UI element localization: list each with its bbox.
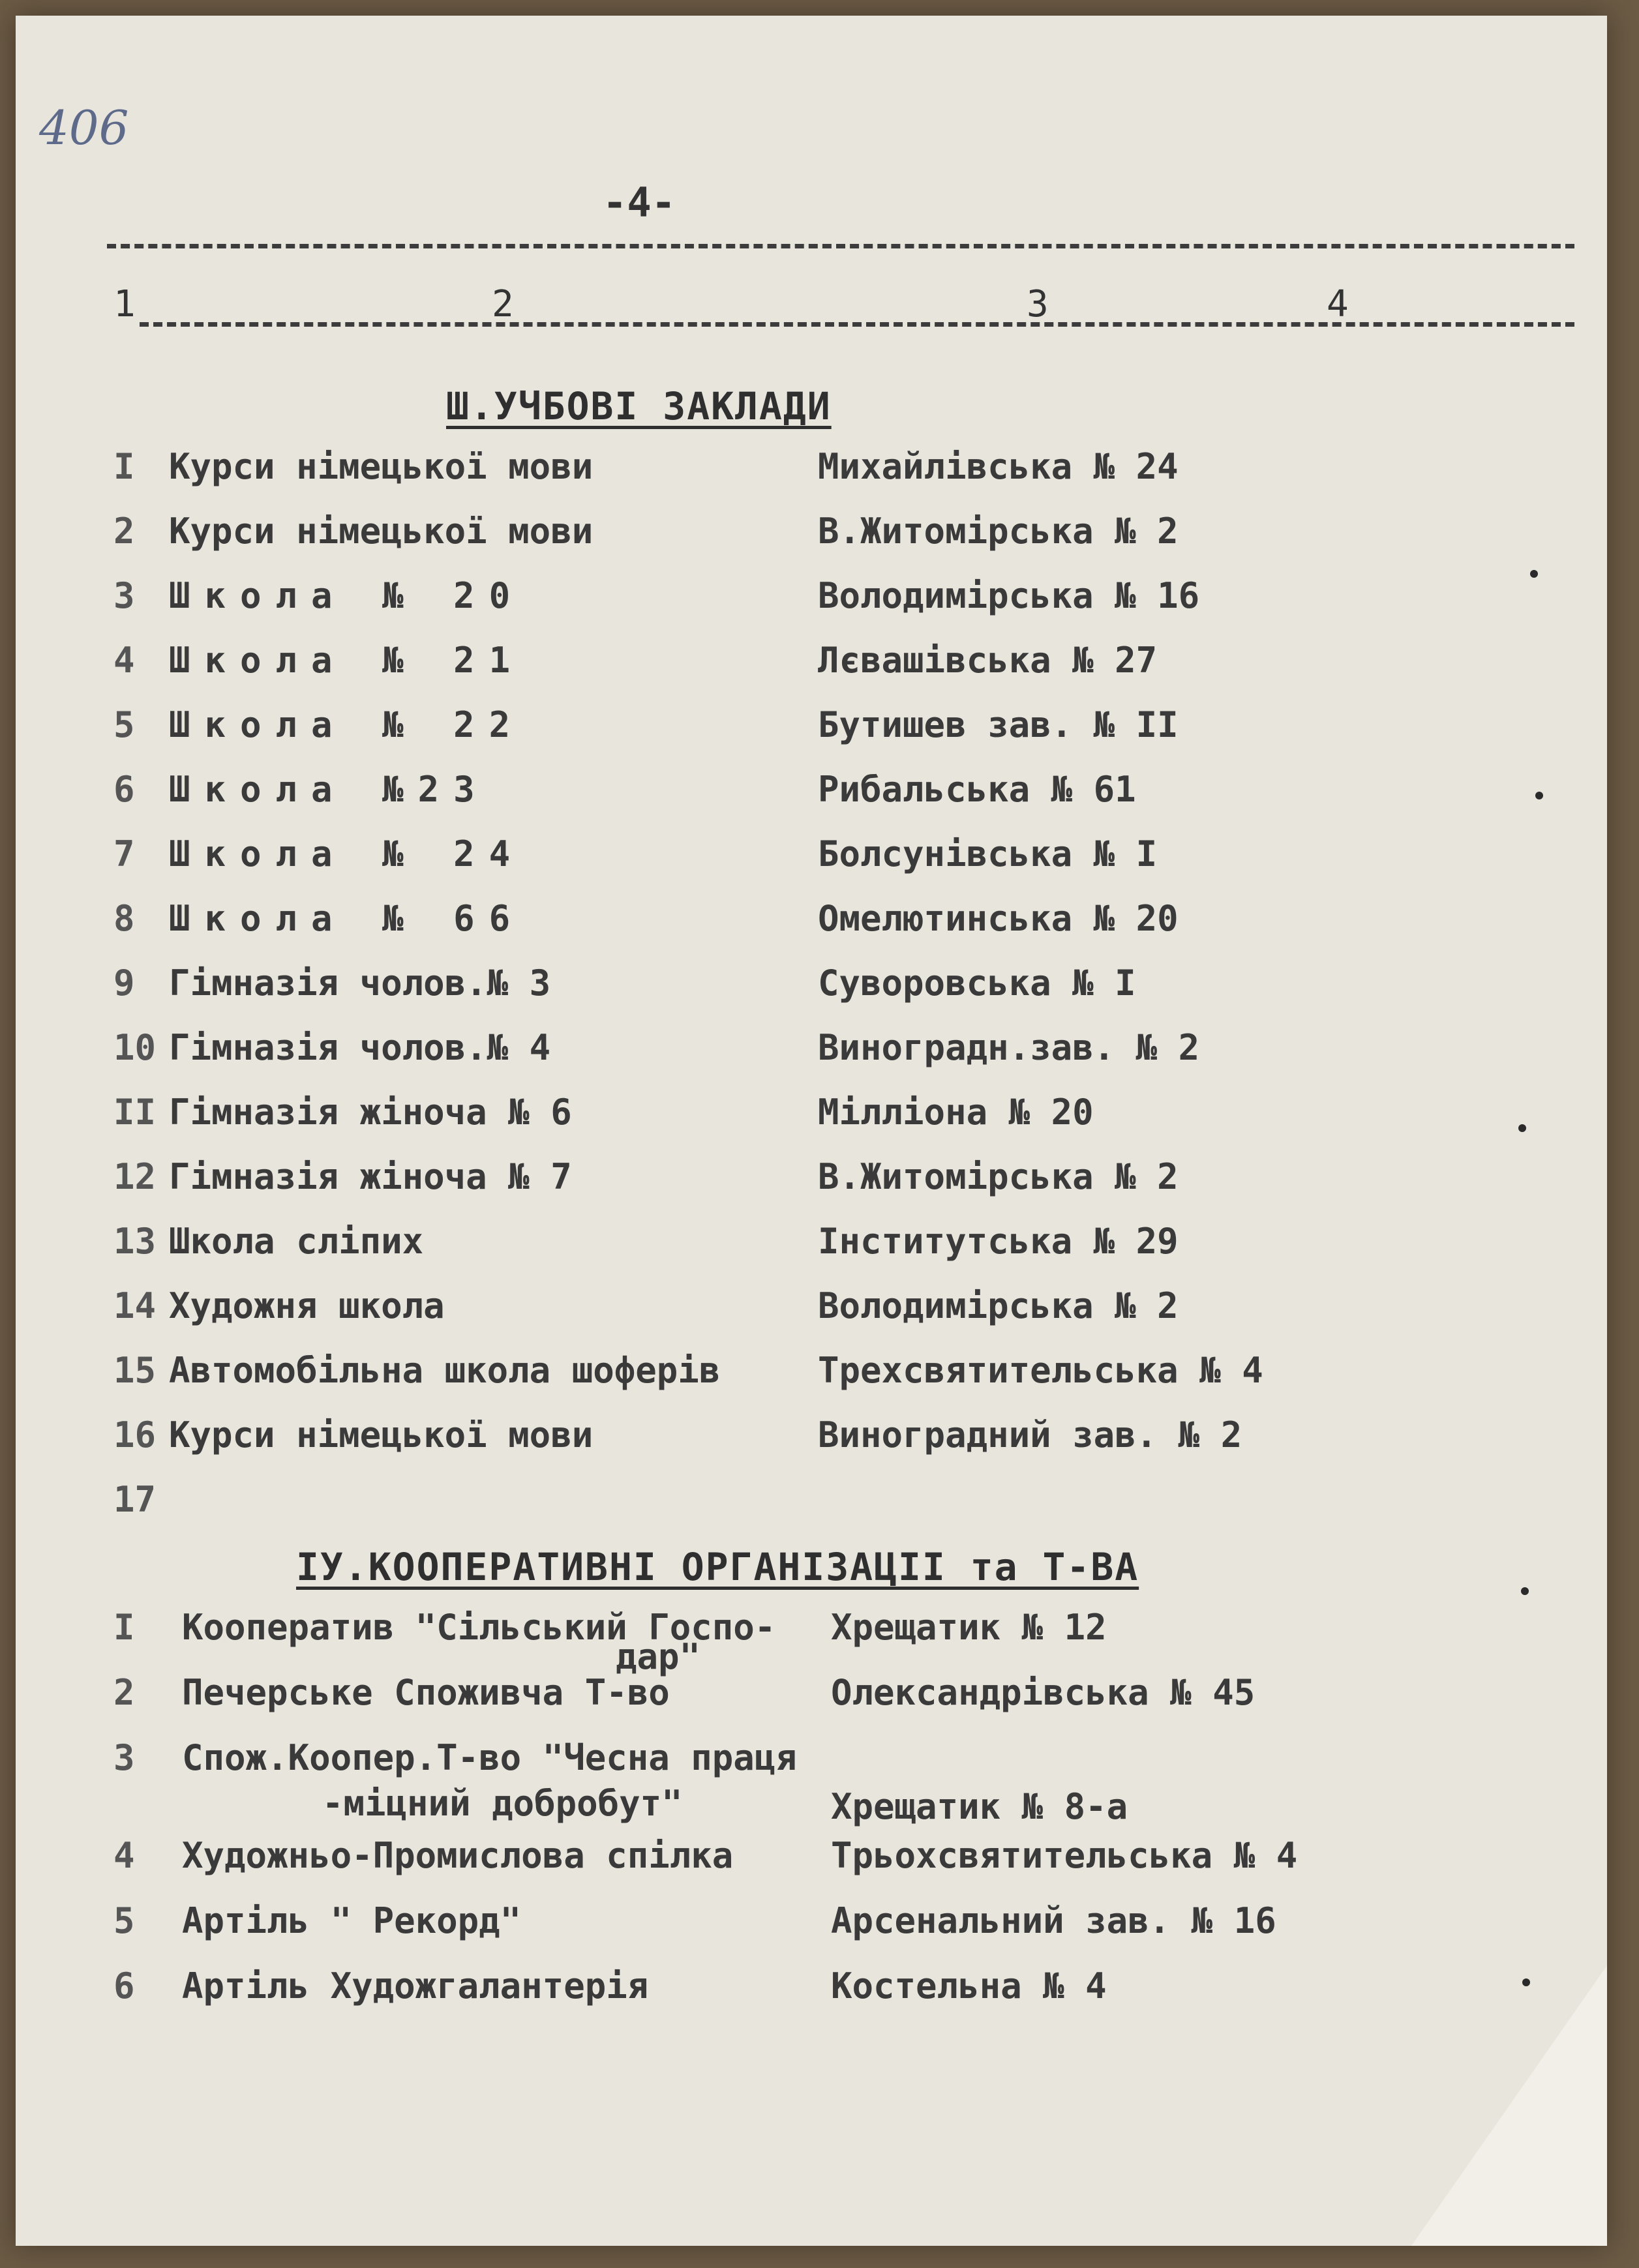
table-row [16, 1479, 1581, 1525]
institution-name: Гімназія жіноча № 6 [169, 1092, 572, 1133]
address: Мілліона № 20 [818, 1092, 1094, 1133]
address: Трьохсвятительська № 4 [831, 1835, 1298, 1876]
section-3-heading: Ш.УЧБОВІ ЗАКЛАДИ [446, 384, 832, 428]
table-row [16, 1027, 1581, 1073]
row-number: 9 [113, 962, 135, 1004]
row-number: 4 [113, 640, 135, 681]
table-row [16, 1965, 1581, 2057]
table-row [16, 1350, 1581, 1395]
organization-name: Артіль Художгалантерія [182, 1965, 649, 2007]
organization-name-cont: дар" [616, 1636, 701, 1677]
punch-mark [1518, 1124, 1526, 1132]
address: Омелютинська № 20 [818, 898, 1179, 939]
row-number: 5 [113, 704, 135, 745]
address: Володимірська № 16 [818, 575, 1200, 616]
row-number: 14 [113, 1285, 157, 1326]
institution-name: Школа № 21 [169, 640, 525, 681]
column-number-4: 4 [1327, 283, 1349, 325]
institution-name: Автомобільна школа шоферів [169, 1350, 721, 1391]
column-dashed-rule [140, 322, 1574, 327]
institution-name: Курси німецької мови [169, 511, 594, 552]
institution-name: Гімназія жіноча № 7 [169, 1156, 572, 1197]
row-number: 3 [113, 575, 135, 616]
top-dashed-rule [107, 244, 1574, 248]
address: Володимірська № 2 [818, 1285, 1179, 1326]
row-number: 6 [113, 1965, 135, 2007]
institution-name: Гімназія чолов.№ 3 [169, 962, 551, 1004]
address: Рибальська № 61 [818, 769, 1136, 810]
row-number: 12 [113, 1156, 157, 1197]
table-row [16, 1737, 1581, 1828]
row-number: 16 [113, 1414, 157, 1455]
row-number: II [113, 1092, 157, 1133]
table-row [16, 1285, 1581, 1331]
institution-name: Курси німецької мови [169, 1414, 594, 1455]
table-row [16, 1221, 1581, 1266]
organization-name-cont: -міцний добробут" [322, 1783, 683, 1824]
row-number: 4 [113, 1835, 135, 1876]
table-row [16, 446, 1581, 492]
institution-name: Школа № 22 [169, 704, 525, 745]
row-number: 17 [113, 1479, 157, 1520]
section-4-heading: IУ.КООПЕРАТИВНІ ОРГАНІЗАЦІІ та Т-ВА [296, 1545, 1139, 1589]
page-number: -4- [603, 179, 676, 226]
row-number: 2 [113, 511, 135, 552]
table-row [16, 1092, 1581, 1137]
punch-mark [1535, 792, 1543, 799]
row-number: 8 [113, 898, 135, 939]
column-number-2: 2 [492, 283, 514, 325]
table-row [16, 962, 1581, 1008]
address: Лєвашівська № 27 [818, 640, 1158, 681]
column-number-3: 3 [1027, 283, 1049, 325]
organization-name: Спож.Коопер.Т-во "Чесна праця [182, 1737, 797, 1778]
institution-name: Школа № 20 [169, 575, 525, 616]
table-row [16, 1156, 1581, 1202]
table-row [16, 575, 1581, 621]
row-number: 2 [113, 1672, 135, 1713]
institution-name: Школа сліпих [169, 1221, 424, 1262]
row-number: 10 [113, 1027, 157, 1068]
address: В.Житомірська № 2 [818, 511, 1179, 552]
institution-name: Школа № 24 [169, 833, 525, 874]
row-number: 15 [113, 1350, 157, 1391]
institution-name: Школа № 66 [169, 898, 525, 939]
address: Арсенальний зав. № 16 [831, 1900, 1276, 1941]
table-row [16, 640, 1581, 685]
institution-name: Курси німецької мови [169, 446, 594, 487]
row-number: I [113, 1607, 135, 1648]
archive-number: 406 [39, 100, 129, 155]
table-row [16, 511, 1581, 556]
address: Суворовська № I [818, 962, 1136, 1004]
row-number: 3 [113, 1737, 135, 1778]
organization-name: Печерське Споживча Т-во [182, 1672, 670, 1713]
address: Олександрівська № 45 [831, 1672, 1256, 1713]
table-row [16, 833, 1581, 879]
row-number: 6 [113, 769, 135, 810]
address: Болсунівська № I [818, 833, 1158, 874]
institution-name: Художня школа [169, 1285, 445, 1326]
address: Бутишев зав. № II [818, 704, 1179, 745]
folded-corner [1411, 1965, 1607, 2246]
row-number: 5 [113, 1900, 135, 1941]
table-row [16, 1414, 1581, 1460]
row-number: 13 [113, 1221, 157, 1262]
address: Трехсвятительська № 4 [818, 1350, 1263, 1391]
address: Виноградний зав. № 2 [818, 1414, 1242, 1455]
address: В.Житомірська № 2 [818, 1156, 1179, 1197]
row-number: I [113, 446, 135, 487]
address: Хрещатик № 8-а [831, 1786, 1128, 1827]
document-page [16, 16, 1607, 2246]
table-row [16, 898, 1581, 944]
institution-name: Школа №23 [169, 769, 489, 810]
table-row [16, 704, 1581, 750]
column-number-1: 1 [113, 283, 136, 325]
organization-name: Артіль " Рекорд" [182, 1900, 522, 1941]
organization-name: Кооператив "Сільський Госпо- [182, 1607, 776, 1648]
row-number: 7 [113, 833, 135, 874]
address: Хрещатик № 12 [831, 1607, 1107, 1648]
address: Інститутська № 29 [818, 1221, 1179, 1262]
table-row [16, 769, 1581, 814]
institution-name: Гімназія чолов.№ 4 [169, 1027, 551, 1068]
organization-name: Художньо-Промислова спілка [182, 1835, 734, 1876]
address: Виноградн.зав. № 2 [818, 1027, 1200, 1068]
address: Костельна № 4 [831, 1965, 1107, 2007]
address: Михайлівська № 24 [818, 446, 1179, 487]
punch-mark [1521, 1587, 1529, 1595]
punch-mark [1530, 570, 1538, 578]
